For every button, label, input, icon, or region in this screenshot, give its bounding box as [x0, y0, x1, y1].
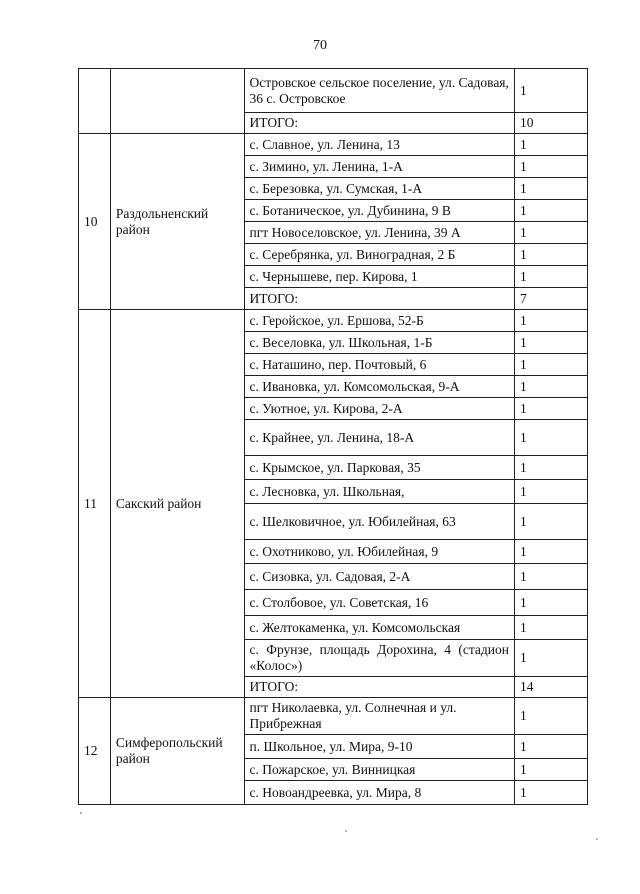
address-cell: с. Столбовое, ул. Советская, 16 — [244, 590, 514, 616]
count-cell: 1 — [514, 354, 587, 376]
count-cell: 1 — [514, 420, 587, 456]
address-cell: с. Наташино, пер. Почтовый, 6 — [244, 354, 514, 376]
page-number: 70 — [313, 38, 327, 53]
row-number — [79, 113, 111, 134]
address-cell: с. Зимино, ул. Ленина, 1-А — [244, 156, 514, 178]
count-cell: 1 — [514, 244, 587, 266]
table-row — [79, 698, 588, 735]
scan-artifact — [345, 830, 347, 832]
count-cell: 1 — [514, 698, 587, 735]
count-cell: 1 — [514, 781, 587, 805]
count-cell: 10 — [514, 113, 587, 134]
address-cell: с. Славное, ул. Ленина, 13 — [244, 134, 514, 156]
address-cell: с. Серебрянка, ул. Виноградная, 2 Б — [244, 244, 514, 266]
district-name: Симферопольский район — [110, 698, 244, 805]
count-cell: 1 — [514, 616, 587, 640]
count-cell: 1 — [514, 398, 587, 420]
count-cell: 7 — [514, 288, 587, 310]
count-cell: 1 — [514, 480, 587, 504]
count-cell: 1 — [514, 640, 587, 677]
district-name — [110, 69, 244, 113]
address-cell: с. Лесновка, ул. Школьная, — [244, 480, 514, 504]
count-cell: 1 — [514, 200, 587, 222]
table-row — [79, 113, 588, 134]
count-cell: 1 — [514, 504, 587, 540]
address-cell: пгт Новоселовское, ул. Ленина, 39 А — [244, 222, 514, 244]
count-cell: 1 — [514, 456, 587, 480]
count-cell: 1 — [514, 590, 587, 616]
district-name — [110, 113, 244, 134]
address-cell: Островское сельское поселение, ул. Садовая, 36 с. Островское — [244, 69, 514, 113]
address-cell: с. Сизовка, ул. Садовая, 2-А — [244, 564, 514, 590]
count-cell: 14 — [514, 677, 587, 698]
count-cell: 1 — [514, 376, 587, 398]
address-cell: с. Крайнее, ул. Ленина, 18-А — [244, 420, 514, 456]
row-number — [79, 69, 111, 113]
row-number: 12 — [79, 698, 111, 805]
address-cell: пгт Николаевка, ул. Солнечная и ул. Прибрежная — [244, 698, 514, 735]
row-number: 11 — [79, 310, 111, 698]
district-name: Сакский район — [110, 310, 244, 698]
district-name: Раздольненский район — [110, 134, 244, 310]
address-cell: с. Геройское, ул. Ершова, 52-Б — [244, 310, 514, 332]
scan-artifact — [80, 812, 82, 814]
count-cell: 1 — [514, 69, 587, 113]
scan-artifact — [596, 838, 598, 840]
address-cell: с. Крымское, ул. Парковая, 35 — [244, 456, 514, 480]
address-cell: п. Школьное, ул. Мира, 9-10 — [244, 735, 514, 759]
count-cell: 1 — [514, 156, 587, 178]
row-number: 10 — [79, 134, 111, 310]
address-cell: с. Веселовка, ул. Школьная, 1-Б — [244, 332, 514, 354]
address-cell: с. Новоандреевка, ул. Мира, 8 — [244, 781, 514, 805]
address-cell: с. Охотниково, ул. Юбилейная, 9 — [244, 540, 514, 564]
table-row — [79, 310, 588, 332]
distribution-table — [78, 68, 588, 805]
address-cell: с. Ивановка, ул. Комсомольская, 9-А — [244, 376, 514, 398]
address-cell: с. Уютное, ул. Кирова, 2-А — [244, 398, 514, 420]
count-cell: 1 — [514, 332, 587, 354]
count-cell: 1 — [514, 310, 587, 332]
address-cell: ИТОГО: — [244, 677, 514, 698]
address-cell: с. Шелковичное, ул. Юбилейная, 63 — [244, 504, 514, 540]
address-cell: с. Ботаническое, ул. Дубинина, 9 В — [244, 200, 514, 222]
count-cell: 1 — [514, 540, 587, 564]
address-cell: с. Пожарское, ул. Винницкая — [244, 759, 514, 781]
table-row — [79, 69, 588, 113]
count-cell: 1 — [514, 178, 587, 200]
address-cell: с. Фрунзе, площадь Дорохина, 4 (стадион «Колос») — [244, 640, 514, 677]
address-cell: ИТОГО: — [244, 113, 514, 134]
address-cell: ИТОГО: — [244, 288, 514, 310]
count-cell: 1 — [514, 735, 587, 759]
table-body — [79, 69, 588, 805]
address-cell: с. Чернышеве, пер. Кирова, 1 — [244, 266, 514, 288]
address-cell: с. Березовка, ул. Сумская, 1-А — [244, 178, 514, 200]
count-cell: 1 — [514, 759, 587, 781]
table-row — [79, 134, 588, 156]
address-cell: с. Желтокаменка, ул. Комсомольская — [244, 616, 514, 640]
count-cell: 1 — [514, 222, 587, 244]
count-cell: 1 — [514, 266, 587, 288]
count-cell: 1 — [514, 134, 587, 156]
count-cell: 1 — [514, 564, 587, 590]
